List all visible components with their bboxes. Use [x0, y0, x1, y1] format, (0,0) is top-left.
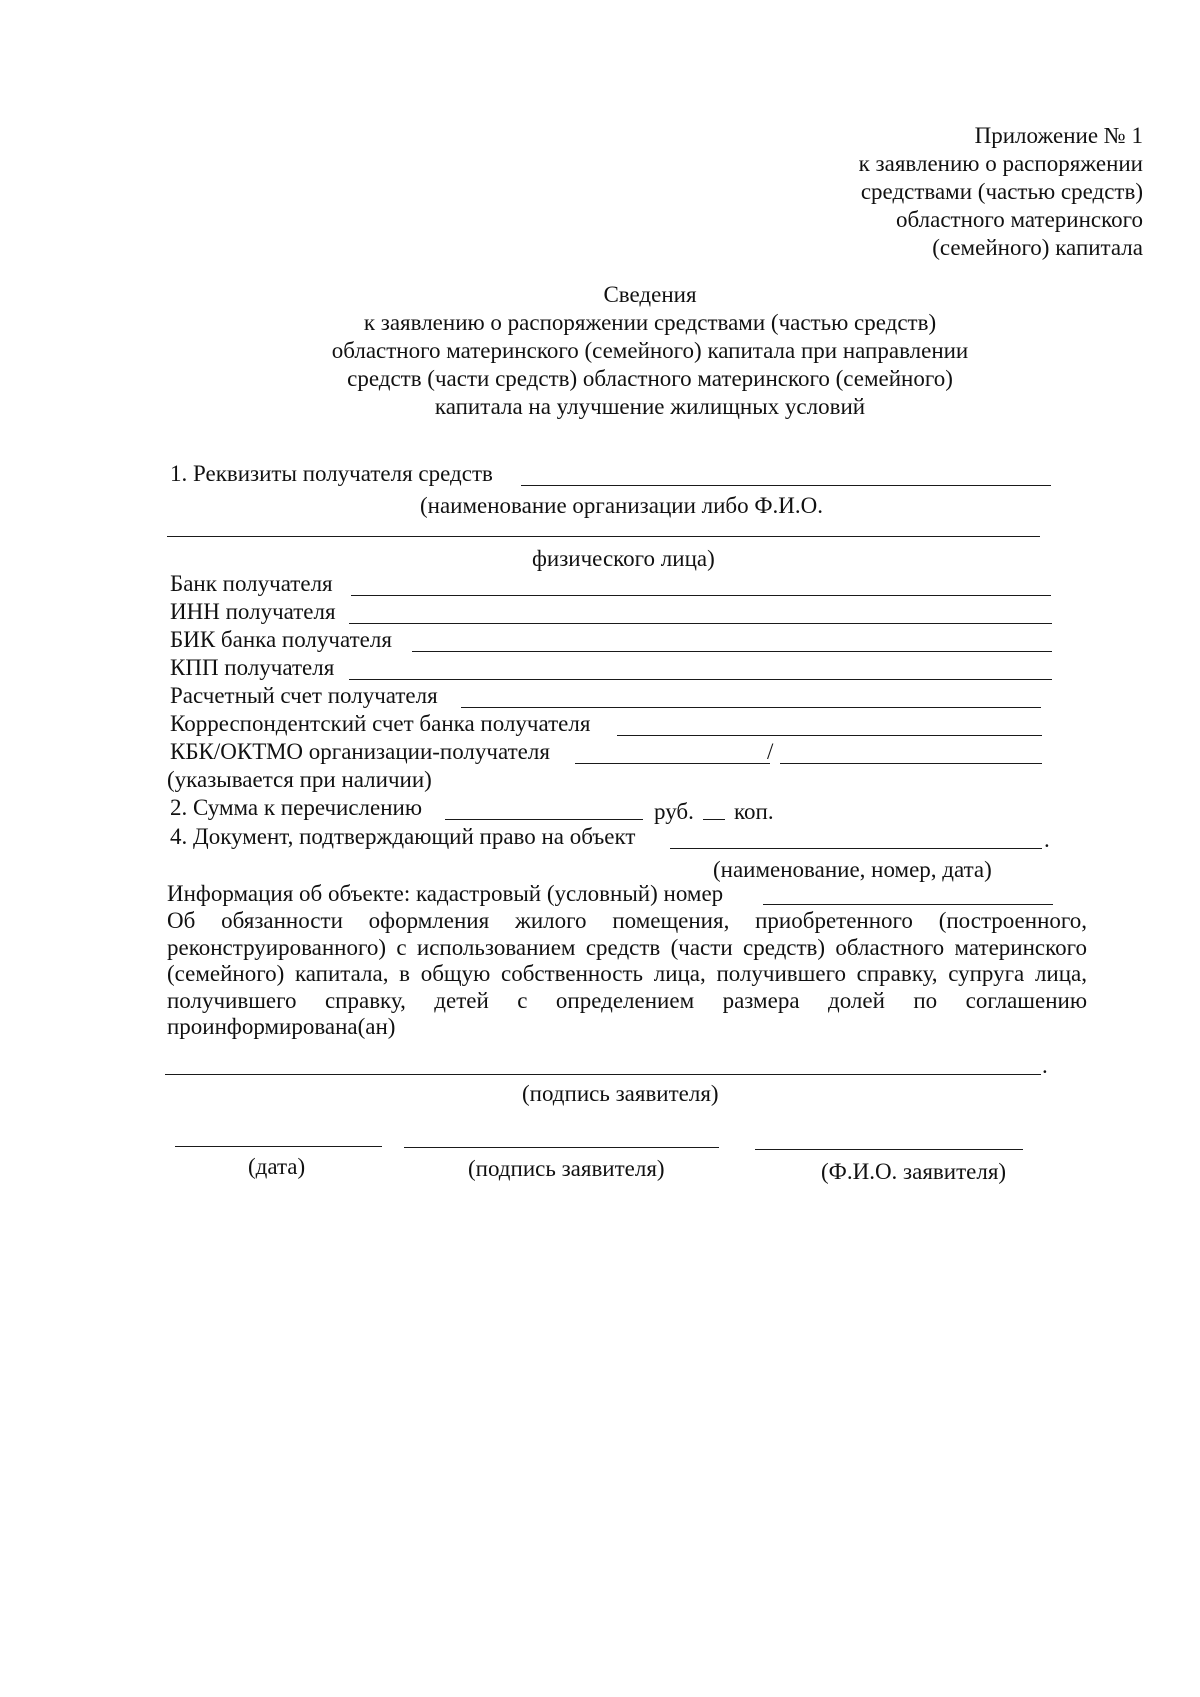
- appendix-block: [743, 122, 1143, 272]
- fio-field[interactable]: [755, 1149, 1023, 1150]
- appendix-line: средствами (частью средств): [860, 179, 1143, 204]
- recipient-hint: (наименование организации либо Ф.И.О.: [420, 493, 824, 518]
- corr-account-label: Корреспондентский счет банка получателя: [170, 711, 591, 736]
- footer-signature-hint: (подпись заявителя): [468, 1156, 665, 1181]
- bank-field[interactable]: [351, 595, 1051, 596]
- appendix-line: областного материнского: [896, 207, 1143, 232]
- sum-kop-field[interactable]: [703, 819, 725, 820]
- kbk-separator: /: [767, 739, 774, 764]
- doc-hint: (наименование, номер, дата): [713, 857, 992, 882]
- appendix-line: (семейного) капитала: [932, 235, 1143, 260]
- bik-field[interactable]: [412, 651, 1052, 652]
- kpp-field[interactable]: [349, 679, 1052, 680]
- doc-field[interactable]: [670, 848, 1042, 849]
- footer-signature-field[interactable]: [404, 1147, 719, 1148]
- signature-hint: (подпись заявителя): [522, 1081, 719, 1106]
- recipient-hint-continued: физического лица): [532, 546, 715, 571]
- sum-kop-unit: коп.: [734, 799, 774, 824]
- kbk-note: (указывается при наличии): [167, 767, 432, 792]
- heading-line: к заявлению о распоряжении средствами (частью средств): [363, 310, 937, 335]
- date-hint: (дата): [248, 1154, 306, 1179]
- account-field[interactable]: [461, 707, 1041, 708]
- recipient-field-continued[interactable]: [167, 536, 1040, 537]
- doc-dot: .: [1044, 827, 1050, 852]
- appendix-number: Приложение № 1: [974, 123, 1143, 148]
- date-field[interactable]: [175, 1146, 382, 1147]
- account-label: Расчетный счет получателя: [170, 683, 438, 708]
- doc-label: 4. Документ, подтверждающий право на объект: [170, 824, 636, 849]
- cadastral-number-field[interactable]: [763, 904, 1053, 905]
- oktmo-field[interactable]: [780, 763, 1042, 764]
- inn-field[interactable]: [349, 623, 1052, 624]
- object-info-label: Информация об объекте: кадастровый (условный) номер: [167, 881, 724, 906]
- appendix-line: к заявлению о распоряжении: [858, 151, 1143, 176]
- kbk-label: КБК/ОКТМО организации-получателя: [170, 739, 550, 764]
- recipient-field[interactable]: [521, 485, 1051, 486]
- inn-label: ИНН получателя: [170, 599, 336, 624]
- bik-label: БИК банка получателя: [170, 627, 392, 652]
- recipient-label: 1. Реквизиты получателя средств: [170, 461, 493, 486]
- heading-line: капитала на улучшение жилищных условий: [434, 394, 866, 419]
- heading-line: средств (части средств) областного материнского (семейного): [347, 366, 953, 391]
- sum-label: 2. Сумма к перечислению: [170, 795, 423, 820]
- kbk-field[interactable]: [575, 763, 770, 764]
- obligation-paragraph: Об обязанности оформления жилого помещения, приобретенного (построенного, реконструированного) с использованием средств (части средств) областного материнского (семейного) капитала, в общую собственность лица, получившего справку, супруга лица, получившего справку, детей с определением размера долей по соглашению проинформирована(ан): [167, 908, 1087, 1039]
- kpp-label: КПП получателя: [170, 655, 335, 680]
- heading-line: областного материнского (семейного) капитала при направлении: [331, 338, 969, 363]
- sum-rub-field[interactable]: [445, 819, 643, 820]
- sum-rub-unit: руб.: [654, 799, 694, 824]
- applicant-signature-field[interactable]: [165, 1074, 1041, 1075]
- corr-account-field[interactable]: [617, 735, 1042, 736]
- bank-label: Банк получателя: [170, 571, 333, 596]
- signature-dot: .: [1042, 1053, 1048, 1078]
- fio-hint: (Ф.И.О. заявителя): [821, 1159, 1007, 1184]
- document-title: Сведения: [603, 282, 697, 307]
